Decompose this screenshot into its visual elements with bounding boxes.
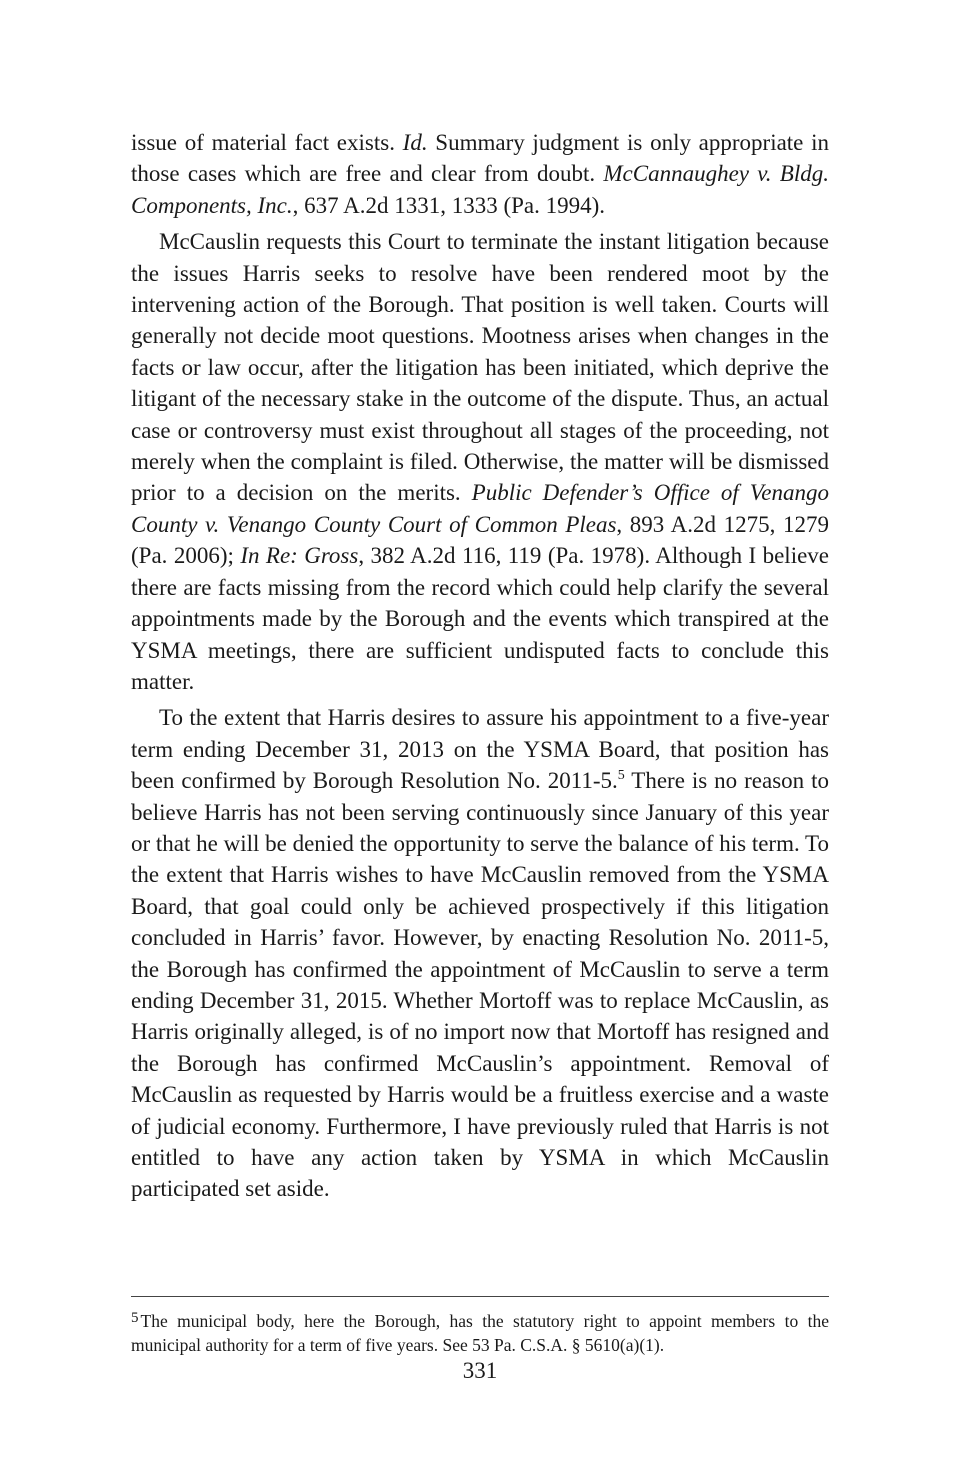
case-name: Public Defender’s Office of Venango County v. Venango County Court of Common Pleas [131,480,829,537]
paragraph-text: McCauslin requests this Court to terminate the instant litigation because the issues Harris seeks to resolve have been rendered moot by the intervening action of the Borough. That position is well taken. Courts will generally not decide moot questions. Mootness arises when changes in the facts or law occur, after the litigation has been initiated, which deprive the litigant of the necessary stake in the outcome of the dispute. Thus, an actual case or controversy must exist throughout all stages of the proceeding, not merely when the complaint is filed. Otherwise, the matter will be dismissed prior to a decision on the merits. [131,229,829,506]
paragraph-text: , 893 A.2d 1275, 1279 (Pa. 2006); [131,511,829,569]
footnote-divider [131,1296,829,1297]
paragraph-text: To the extent that Harris desires to assure his appointment to a five-year term ending December 31, 2013 on the YSMA Board, that position has been confirmed by Borough Resolution No. 2011-5. [131,705,829,794]
paragraph-3 [131,702,829,1205]
footnote-reference: 5 [617,768,625,784]
paragraph-1 [131,127,829,221]
footnote [131,1309,829,1357]
paragraph-text: There is no reason to believe Harris has not been serving continuously since January of this year or that he will be denied the opportunity to serve the balance of his term. To the extent that Harris wishes to have McCauslin removed from the YSMA Board, that goal could only be achieved prospectively if this litigation concluded in Harris’ favor. However, by enacting Resolution No. 2011-5, the Borough has confirmed the appointment of McCauslin to serve a term ending December 31, 2015. Whether Mortoff was to replace McCauslin, as Harris originally alleged, is of no import now that Mortoff has resigned and the Borough has confirmed McCauslin’s appointment. Removal of McCauslin as requested by Harris would be a fruitless exercise and a waste of judicial economy. Furthermore, I have previously ruled that Harris is not entitled to have any action taken by YSMA in which McCauslin participated set aside. [131,768,829,1202]
paragraph-2 [131,226,829,697]
paragraph-text: issue of material fact exists. [131,130,403,155]
paragraph-text: , 382 A.2d 116, 119 (Pa. 1978). Although I believe there are facts missing from the record which could help clarify the several appointments made by the Borough and the events which transpired at the YSMA meetings, there are sufficient undisputed facts to conclude this matter. [131,543,830,694]
footnote-marker: 5 [131,1310,139,1326]
case-name: McCannaughey v. Bldg. Components, Inc. [131,161,829,218]
citation-id: Id. [402,130,428,155]
paragraph-text: , 637 A.2d 1331, 1333 (Pa. 1994). [292,192,606,218]
footnote-text: The municipal body, here the Borough, has the statutory right to appoint members to the municipal authority for a term of five years. See 53 Pa. C.S.A. § 5610(a)(1). [131,1311,829,1355]
case-name: In Re: Gross [240,543,359,569]
paragraph-text: Summary judgment is only appropriate in those cases which are free and clear from doubt. [131,130,829,187]
page-number: 331 [462,1358,498,1383]
body-text [131,127,829,1205]
